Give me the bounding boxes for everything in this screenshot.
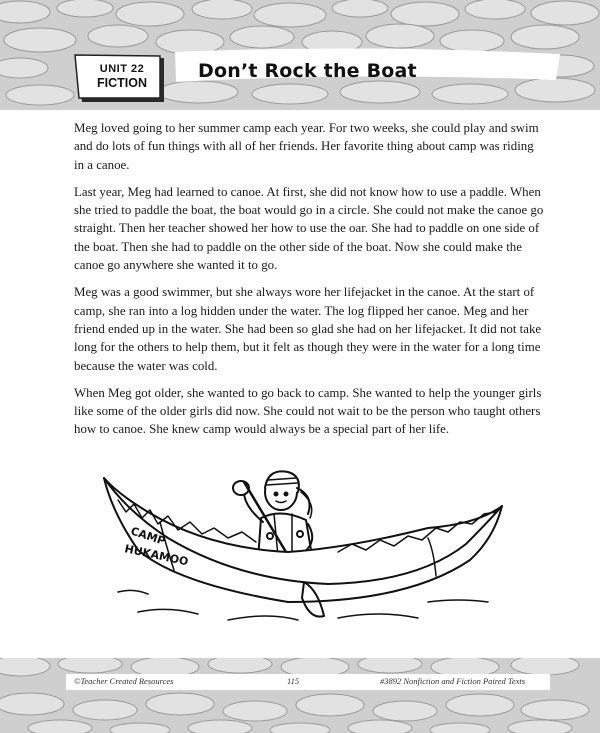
unit-number: UNIT 22 [99, 63, 145, 75]
unit-badge [74, 54, 170, 106]
publisher-credit: ©Teacher Created Resources [74, 676, 174, 686]
canoe-name-line1: CAMP [129, 524, 167, 548]
page-footer [0, 676, 600, 690]
canoe-name-line2: HUKAMOO [123, 542, 190, 569]
story-paragraph: Meg loved going to her summer camp each year. For two weeks, she could play and swim and do lots of fun things with all of her friends. Her favorite thing about camp was riding in a canoe. [74, 121, 539, 172]
page-title: Don’t Rock the Boat [198, 60, 417, 82]
canoe-illustration [98, 452, 518, 624]
oval-pattern-graphic [0, 658, 600, 733]
story-text [74, 119, 544, 448]
story-paragraph: Meg was a good swimmer, but she always wore her lifejacket in the canoe. At the start of camp, she ran into a log hidden under the water. The log flipped her canoe. Meg and her friend ended up in the water. She had been so glad she had on her lifejacket. It did not take long for the others to help them, but it felt as though they were in the water for a long time because the water was cold. [74, 285, 542, 373]
page-number: 115 [287, 676, 300, 686]
footer-pattern-band [0, 658, 600, 733]
genre-label: FICTION [97, 76, 147, 90]
story-paragraph: When Meg got older, she wanted to go back to camp. She wanted to help the younger girls like some of the older girls did now. She could not wait to be the person who taught others how to canoe. She knew camp would always be a special part of her life. [74, 385, 542, 437]
book-title: #3892 Nonfiction and Fiction Paired Texts [380, 676, 526, 686]
story-paragraph: Last year, Meg had learned to canoe. At first, she did not know how to use a paddle. When she tried to paddle the boat, the boat would go in a circle. She could not make the canoe go straight. Then her teacher showed her how to use the oar. She had to paddle on one side of the boat. Then she had to paddle on the other side of the boat. Now she could make the canoe go anywhere she wanted it to go. [74, 184, 544, 273]
